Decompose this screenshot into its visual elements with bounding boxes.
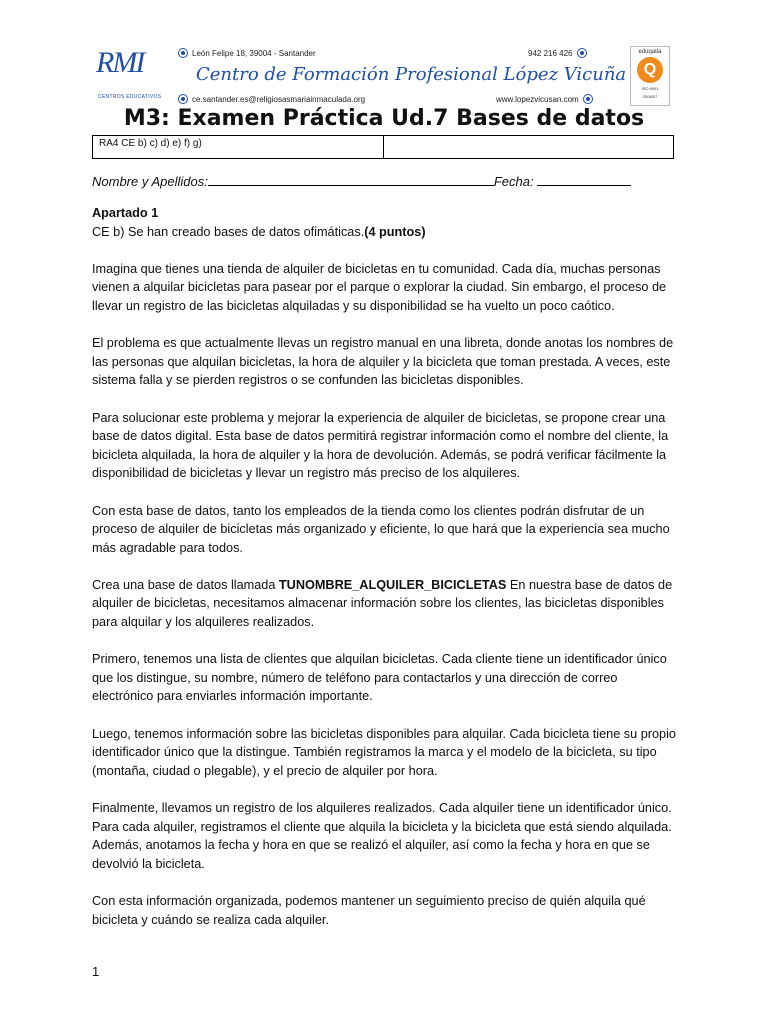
name-label: Nombre y Apellidos: — [92, 174, 208, 189]
email-icon — [178, 94, 188, 104]
location-pin-icon — [178, 48, 188, 58]
document-body — [92, 204, 682, 948]
date-blank — [537, 173, 631, 186]
paragraph: Con esta base de datos, tanto los empleados de la tienda como los clientes podrán disfrutar de un proceso de alquiler de bicicletas más organizado y eficiente, lo que hará que la experiencia sea mucho más agradable para todos. — [92, 503, 670, 555]
quality-q-icon: Q — [637, 57, 663, 83]
email-row — [178, 94, 365, 104]
db-name-paragraph: Crea una base de datos llamada TUNOMBRE_ALQUILER_BICICLETAS En nuestra base de datos de alquiler de bicicletas, necesitamos almacenar información sobre los clientes, las bicicletas disponibles para alquilar y los alquileres realizados. — [92, 577, 673, 630]
badge-brand: eduqatia — [638, 49, 662, 55]
db-name: TUNOMBRE_ALQUILER_BICICLETAS — [278, 577, 507, 592]
badge-iso: ISO 9001 — [641, 86, 659, 91]
paragraph: Primero, tenemos una lista de clientes que alquilan bicicletas. Cada cliente tiene un identificador único que los distingue, su nombre, número de teléfono para contactarlos y una dirección de correo electrónico para enviarles información importante. — [92, 652, 667, 704]
name-blank — [208, 173, 494, 186]
center-name: Centro de Formación Profesional López Vicuña — [196, 64, 627, 85]
quality-badge — [630, 46, 670, 106]
paragraph: El problema es que actualmente llevas un registro manual en una libreta, donde anotas los nombres de las personas que alquilan bicicletas, la hora de alquiler y la bicicleta que toman prestada. A veces, este sistema falla y se pierden registros o se confunden las bicicletas disponibles. — [92, 336, 674, 388]
student-info-line — [92, 173, 631, 189]
section-criterion: CE b) Se han creado bases de datos ofimáticas.(4 puntos) — [92, 224, 426, 239]
globe-icon — [583, 94, 593, 104]
criteria-cell: RA4 CE b) c) d) e) f) g) — [99, 138, 202, 149]
badge-year: 2008/07 — [642, 94, 658, 99]
address-text: León Felipe 18, 39004 - Santander — [192, 48, 316, 58]
paragraph: Para solucionar este problema y mejorar la experiencia de alquiler de bicicletas, se propone crear una base de datos digital. Esta base de datos permitirá registrar información como el nombre del cliente, la bicicleta alquilada, la hora de alquiler y la hora de devolución. Además, se podrá verificar fácilmente la disponibilidad de bicicletas y llevar un registro más preciso de los alquileres. — [92, 410, 669, 481]
page-number: 1 — [92, 964, 100, 979]
score-cell — [383, 136, 674, 158]
page-title: M3: Examen Práctica Ud.7 Bases de datos — [123, 106, 645, 131]
logo-subtitle: CENTROS EDUCATIVOS — [98, 94, 162, 100]
section-heading: Apartado 1 — [92, 206, 159, 220]
paragraph: Luego, tenemos información sobre las bicicletas disponibles para alquilar. Cada bicicleta tiene su propio identificador único que la distingue. También registramos la marca y el modelo de la bicicleta, su tipo (montaña, ciudad o plegable), y el precio de alquiler por hora. — [92, 726, 676, 778]
paragraph: Con esta información organizada, podemos mantener un seguimiento preciso de quién alquila qué bicicleta y cuándo se realiza cada alquiler. — [92, 893, 646, 927]
criteria-table — [92, 135, 674, 159]
website-row — [496, 94, 593, 104]
school-logo — [96, 44, 168, 106]
website-text: www.lopezvicusan.com — [496, 94, 579, 104]
date-label: Fecha: — [493, 174, 534, 189]
phone-icon — [577, 48, 587, 58]
phone-text: 942 216 426 — [528, 48, 573, 58]
address-row — [178, 48, 316, 58]
phone-row — [528, 48, 587, 58]
logo-mark: RMI — [96, 46, 144, 79]
email-text: ce.santander.es@religiosasmariainmaculada.org — [192, 94, 366, 104]
paragraph: Finalmente, llevamos un registro de los alquileres realizados. Cada alquiler tiene un identificador único. Para cada alquiler, registramos el cliente que alquila la bicicleta y la bicicleta que está siendo alquilada. Además, anotamos la fecha y hora en que se realizó el alquiler, así como la fecha y hora en que se devolvió la bicicleta. — [92, 801, 672, 871]
letterhead — [92, 44, 676, 108]
paragraph: Imagina que tienes una tienda de alquiler de bicicletas en tu comunidad. Cada día, muchas personas vienen a alquilar bicicletas para pasear por el parque o explorar la ciudad. Sin embargo, el proceso de llevar un registro de las bicicletas alquiladas y su disponibilidad se ha vuelto un poco caótico. — [92, 261, 667, 313]
